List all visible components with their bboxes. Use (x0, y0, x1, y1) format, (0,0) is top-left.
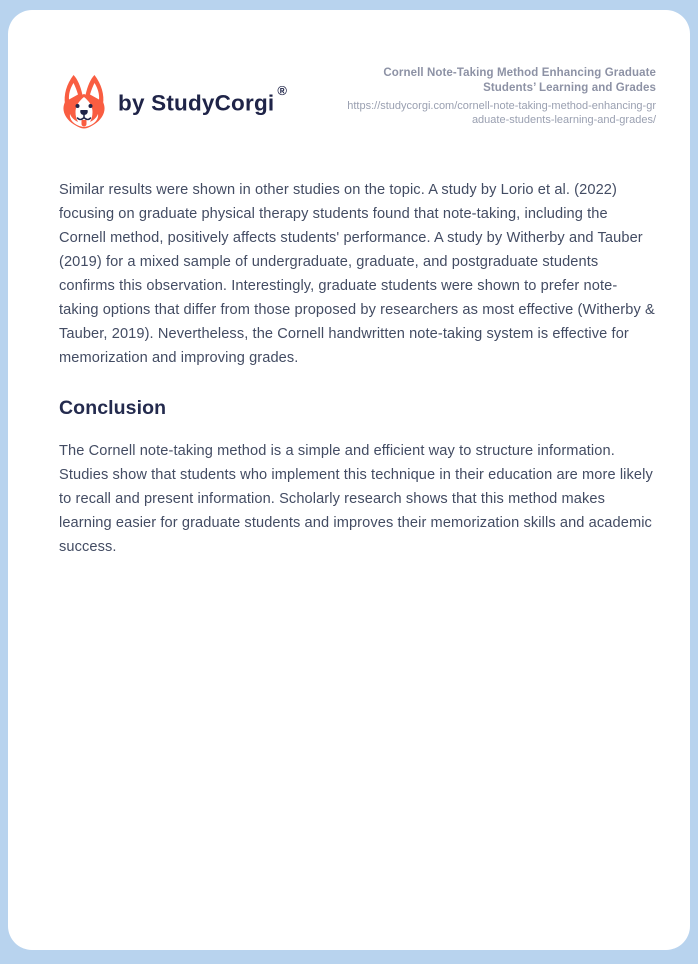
article-url-link[interactable]: https://studycorgi.com/cornell-note-taking-method-enhancing-graduate-students-learning-and-grades/ (347, 100, 656, 126)
conclusion-paragraph: The Cornell note-taking method is a simple and efficient way to structure information. Studies show that students who implement this technique in their education are more likely to recall and present information. Scholarly research shows that this method makes learning easier for graduate students and improves their memorization skills and academic success. (59, 443, 653, 555)
body-paragraph: Similar results were shown in other studies on the topic. A study by Lorio et al. (2022) focusing on graduate physical therapy students found that note-taking, including the Cornell method, positively affects students' performance. A study by Witherby and Tauber (2019) for a mixed sample of undergraduate, graduate, and postgraduate students confirms this observation. Interestingly, graduate students were shown to prefer note-taking options that differ from those proposed by researchers as most effective (Witherby & Tauber, 2019). Nevertheless, the Cornell handwritten note-taking system is effective for memorization and improving grades. (59, 182, 655, 366)
conclusion-heading: Conclusion (59, 397, 167, 419)
brand-name: by StudyCorgi ® (118, 82, 288, 116)
registered-trademark: ® (277, 82, 288, 98)
studycorgi-logo[interactable] (59, 74, 288, 132)
article-header (59, 66, 656, 132)
article-card (8, 10, 690, 950)
document-meta (344, 66, 656, 127)
article-body (59, 178, 656, 559)
article-title: Cornell Note-Taking Method Enhancing Graduate Students’ Learning and Grades (383, 67, 656, 94)
corgi-logo-icon (59, 74, 109, 132)
